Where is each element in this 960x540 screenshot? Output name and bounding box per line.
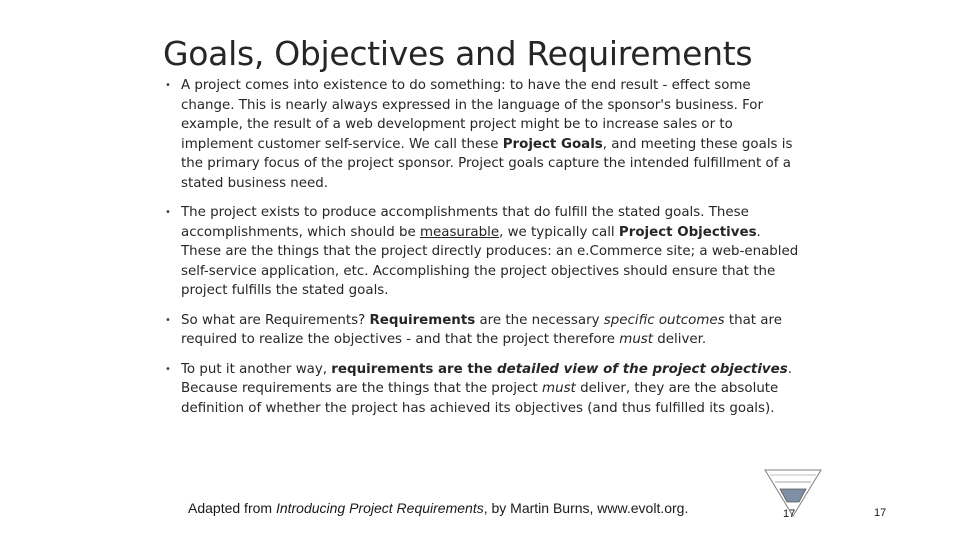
bullet-text-segment: detailed view of the project objectives: [497, 361, 788, 377]
bullet-text-segment: Project Goals: [502, 136, 603, 152]
bullet-text-segment: So what are Requirements?: [181, 312, 370, 328]
bullet-text-segment: , and meeting these goals is the primary focus of the project sponsor. Project goals capture the intended fulfillment of a stated business need.: [181, 136, 793, 191]
bullet-text: [181, 313, 782, 348]
bullet-text-segment: that are required to realize the objectives - and that the project therefore: [181, 312, 782, 347]
footer-citation: [188, 500, 688, 516]
bullet-text-segment: , we typically call: [499, 224, 619, 240]
bullet-item: [164, 360, 804, 419]
bullet-dot-icon: •: [165, 80, 171, 91]
bullet-text-segment: requirements are the: [331, 361, 498, 377]
bullet-text-segment: . These are the things that the project directly produces: an e.Commerce site; a web-enabled self-service application, etc. Accomplishing the project objectives should ensure that the project fulfills the stated goals.: [181, 224, 799, 298]
bullet-text: [181, 78, 792, 191]
bullet-item: [164, 76, 804, 193]
footer-suffix: , by Martin Burns, www.evolt.org.: [483, 500, 689, 516]
bullet-text-segment: must: [619, 332, 654, 347]
bullet-text-segment: deliver, they are the absolute definition of whether the project has achieved its objectives (and thus fulfilled its goals).: [181, 381, 779, 416]
bullet-text-segment: To put it another way,: [181, 361, 332, 377]
bullet-text: [181, 205, 798, 298]
bullet-dot-icon: •: [165, 207, 171, 218]
bullet-text-segment: Requirements: [369, 312, 476, 328]
bullet-item: [164, 311, 804, 350]
bullet-text-segment: are the necessary: [475, 312, 604, 328]
bullet-text-segment: . Because requirements are the things that the project: [181, 361, 792, 396]
slide-number: 17: [874, 507, 887, 519]
bullet-dot-icon: •: [165, 363, 171, 375]
slide-number-small: 17: [783, 508, 796, 520]
bullet-text-segment: specific outcomes: [603, 312, 725, 328]
bullet-list: [164, 76, 804, 428]
footer-prefix: Adapted from: [188, 500, 276, 516]
footer-book-title: Introducing Project Requirements: [275, 500, 484, 516]
bullet-text-segment: Project Objectives: [618, 224, 757, 240]
bullet-text-segment: A project comes into existence to do something: to have the end result - effect some change. This is nearly always expressed in the language of the sponsor's business. For example, the result of a web development project might be to increase sales or to implement customer self-service. We call these: [181, 78, 764, 152]
bullet-text-segment: deliver.: [653, 332, 707, 347]
bullet-text: [181, 362, 792, 416]
bullet-text-segment: The project exists to produce accomplishments that do fulfill the stated goals. These accomplishments, which should be: [181, 205, 749, 240]
slide-title: Goals, Objectives and Requirements: [163, 34, 753, 73]
bullet-item: [164, 203, 804, 301]
bullet-text-segment: measurable: [419, 224, 500, 240]
bullet-dot-icon: •: [165, 314, 171, 326]
bullet-text-segment: must: [542, 381, 576, 396]
